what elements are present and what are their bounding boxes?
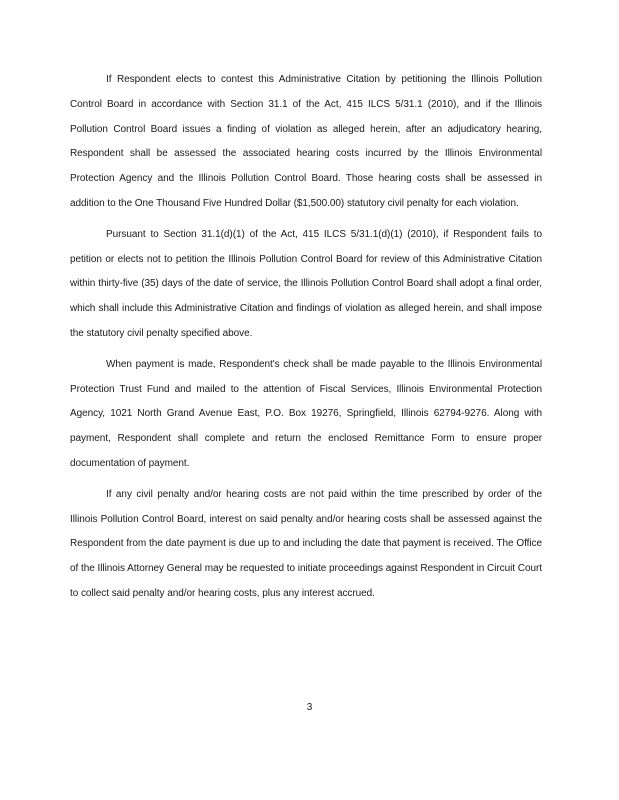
- paragraph-payment-instructions: When payment is made, Respondent's check shall be made payable to the Illinois Environmental Protection Trust Fund and mailed to the attention of Fiscal Services, Illinois Environmental Protection Agency, 1021 North Grand Avenue East, P.O. Box 19276, Springfield, Illinois 62794-9276. Along with payment, Respondent shall complete and return the enclosed Remittance Form to ensure proper documentation of payment.: [70, 358, 542, 469]
- paragraph-final-order: Pursuant to Section 31.1(d)(1) of the Act, 415 ILCS 5/31.1(d)(1) (2010), if Respondent fails to petition or elects not to petition the Illinois Pollution Control Board for review of this Administrative Citation within thirty-five (35) days of the date of service, the Illinois Pollution Control Board shall adopt a final order, which shall include this Administrative Citation and findings of violation as alleged herein, and shall impose the statutory civil penalty specified above.: [70, 228, 542, 339]
- paragraph-contest-citation: If Respondent elects to contest this Administrative Citation by petitioning the Illinois Pollution Control Board in accordance with Section 31.1 of the Act, 415 ILCS 5/31.1 (2010), and if the Illinois Pollution Control Board issues a finding of violation as alleged herein, after an adjudicatory hearing, Respondent shall be assessed the associated hearing costs incurred by the Illinois Environmental Protection Agency and the Illinois Pollution Control Board. Those hearing costs shall be assessed in addition to the One Thousand Five Hundred Dollar ($1,500.00) statutory civil penalty for each violation.: [70, 74, 542, 209]
- paragraph-interest-collection: If any civil penalty and/or hearing costs are not paid within the time prescribed by order of the Illinois Pollution Control Board, interest on said penalty and/or hearing costs shall be assessed against the Respondent from the date payment is due up to and including the date that payment is received. The Office of the Illinois Attorney General may be requested to initiate proceedings against Respondent in Circuit Court to collect said penalty and/or hearing costs, plus any interest accrued.: [70, 488, 542, 599]
- page-number: 3: [306, 702, 313, 713]
- document-page: [70, 68, 542, 613]
